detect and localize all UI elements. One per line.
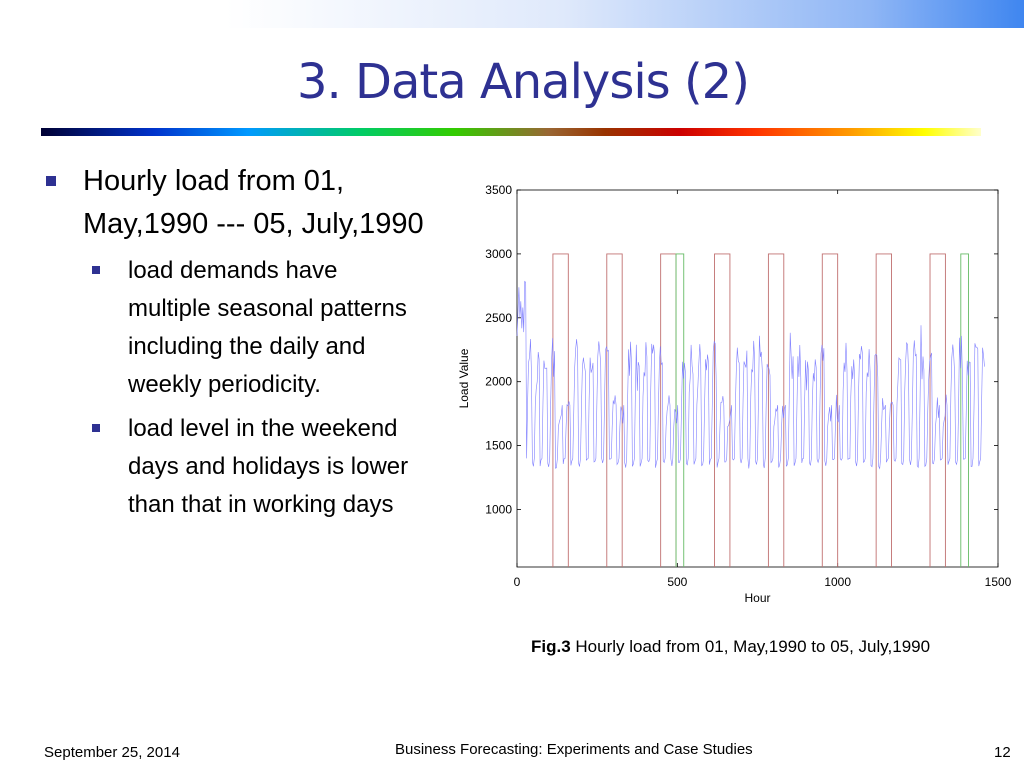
- chart-axes: [517, 190, 998, 567]
- page-number: 12: [994, 744, 1011, 761]
- y-tick-label: 3500: [485, 183, 512, 197]
- y-tick-label: 1500: [485, 438, 512, 453]
- x-tick-label: 1500: [984, 575, 1012, 589]
- hourly-load-series: [517, 281, 985, 468]
- bullet-square-icon: [92, 424, 100, 432]
- footer-date: September 25, 2014: [44, 744, 180, 761]
- sub-bullet-text: load demands have multiple seasonal patterns including the daily and weekly periodicity.: [128, 257, 407, 398]
- y-tick-label: 1000: [485, 502, 512, 517]
- title-rule: [41, 128, 981, 136]
- weekend-indicator-series: [553, 254, 945, 567]
- plot-frame: [517, 190, 998, 567]
- footer-title: Business Forecasting: Experiments and Case Studies: [395, 741, 753, 758]
- bullet-text: Hourly load from 01, May,1990 --- 05, July,1990: [83, 165, 424, 240]
- x-tick-label: 500: [667, 575, 688, 589]
- y-tick-label: 2500: [485, 310, 512, 325]
- y-tick-label: 3000: [485, 246, 512, 261]
- load-chart: [440, 170, 1020, 620]
- bullet-square-icon: [46, 176, 56, 186]
- bullet-square-icon: [92, 266, 100, 274]
- caption-label: Fig.3: [531, 637, 571, 656]
- bullet-level1: [44, 160, 424, 246]
- slide-title: 3. Data Analysis (2): [297, 54, 749, 110]
- x-tick-label: 0: [513, 575, 521, 589]
- x-tick-label: 1000: [824, 575, 852, 589]
- caption-text: Hourly load from 01, May,1990 to 05, July,1990: [570, 637, 931, 656]
- chart-series: [517, 254, 985, 567]
- sub-bullet-text: load level in the weekend days and holidays is lower than that in working days: [128, 415, 409, 518]
- sub-bullet: [83, 252, 424, 404]
- figure-caption: [531, 637, 930, 657]
- bullet-list: [44, 160, 424, 524]
- y-axis-label: Load Value: [457, 348, 471, 409]
- x-axis-label: Hour: [744, 591, 771, 605]
- y-tick-label: 2000: [485, 374, 512, 389]
- sub-bullet: [83, 410, 424, 524]
- top-gradient-band: [0, 0, 1024, 28]
